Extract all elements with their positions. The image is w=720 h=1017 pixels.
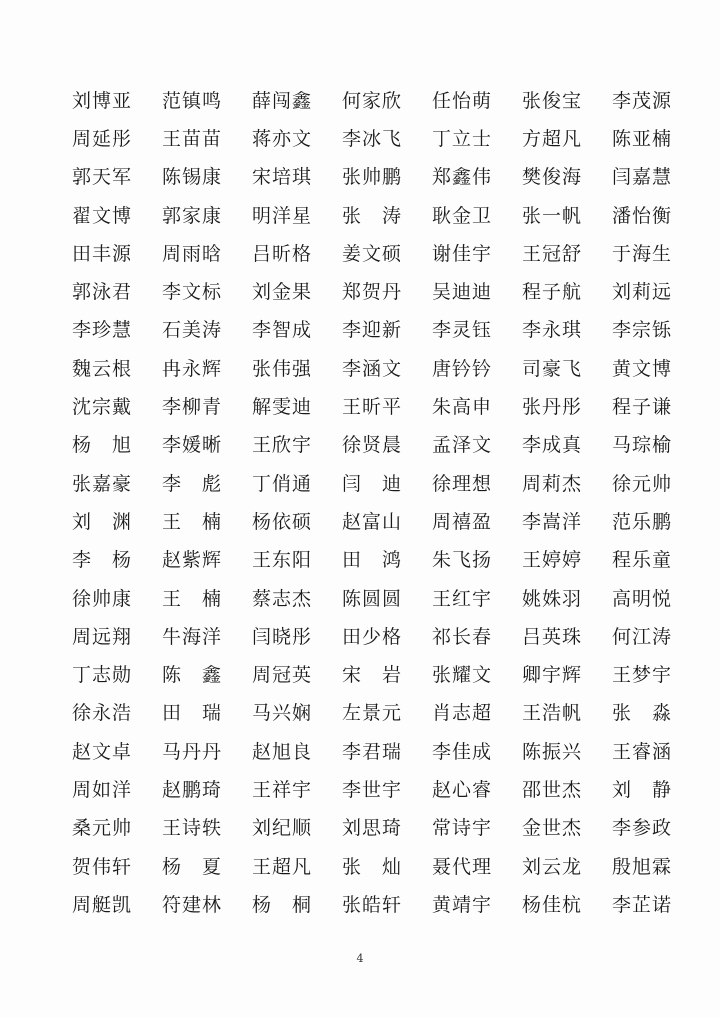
name-entry: 周远翔	[72, 625, 133, 648]
name-entry: 张耀文	[432, 664, 493, 687]
name-entry: 常诗宇	[432, 817, 493, 840]
name-entry: 吴迪迪	[432, 281, 493, 304]
name-entry: 解雯迪	[252, 396, 313, 419]
name-entry: 张伟强	[252, 357, 313, 380]
name-entry: 李成真	[522, 434, 583, 457]
name-entry: 翟文博	[72, 204, 133, 227]
name-entry: 郑鑫伟	[432, 166, 493, 189]
name-entry: 薛闯鑫	[252, 89, 313, 112]
name-entry: 田少格	[342, 625, 403, 648]
name-entry: 李涵文	[342, 357, 403, 380]
name-entry: 赵文卓	[72, 740, 133, 763]
name-entry: 李茂源	[612, 89, 673, 112]
name-entry: 孟泽文	[432, 434, 493, 457]
name-entry: 金世杰	[522, 817, 583, 840]
name-entry: 石美涛	[162, 319, 223, 342]
name-entry: 李冰飞	[342, 127, 403, 150]
name-entry: 王 楠	[162, 587, 223, 610]
name-entry: 卿宇辉	[522, 664, 583, 687]
name-entry: 李君瑞	[342, 740, 403, 763]
name-entry: 李芷诺	[612, 893, 673, 916]
name-entry: 田 鸿	[342, 549, 403, 572]
name-entry: 闫晓彤	[252, 625, 313, 648]
name-entry: 刘纪顺	[252, 817, 313, 840]
name-entry: 符建林	[162, 893, 223, 916]
name-entry: 杨 夏	[162, 855, 223, 878]
name-entry: 李珍慧	[72, 319, 133, 342]
name-entry: 宋培琪	[252, 166, 313, 189]
name-entry: 徐元帅	[612, 472, 673, 495]
name-entry: 闫 迪	[342, 472, 403, 495]
name-entry: 王祥宇	[252, 778, 313, 801]
name-entry: 徐帅康	[72, 587, 133, 610]
name-entry: 刘 渊	[72, 510, 133, 533]
name-entry: 程子谦	[612, 396, 673, 419]
name-entry: 王梦宇	[612, 664, 673, 687]
name-entry: 王睿涵	[612, 740, 673, 763]
name-entry: 郭家康	[162, 204, 223, 227]
name-entry: 宋 岩	[342, 664, 403, 687]
name-entry: 范乐鹏	[612, 510, 673, 533]
name-entry: 肖志超	[432, 702, 493, 725]
name-entry: 张一帆	[522, 204, 583, 227]
name-entry: 赵紫辉	[162, 549, 223, 572]
name-entry: 牛海洋	[162, 625, 223, 648]
name-entry: 任怡萌	[432, 89, 493, 112]
name-entry: 魏云根	[72, 357, 133, 380]
name-entry: 陈圆圆	[342, 587, 403, 610]
name-entry: 周莉杰	[522, 472, 583, 495]
name-entry: 张丹彤	[522, 396, 583, 419]
name-entry: 明洋星	[252, 204, 313, 227]
name-entry: 赵心睿	[432, 778, 493, 801]
name-entry: 方超凡	[522, 127, 583, 150]
name-entry: 周禧盈	[432, 510, 493, 533]
name-entry: 殷旭霖	[612, 855, 673, 878]
name-entry: 李柳青	[162, 396, 223, 419]
name-entry: 刘思琦	[342, 817, 403, 840]
name-entry: 张皓轩	[342, 893, 403, 916]
name-entry: 王东阳	[252, 549, 313, 572]
name-entry: 杨 桐	[252, 893, 313, 916]
name-entry: 何江涛	[612, 625, 673, 648]
name-entry: 郭天军	[72, 166, 133, 189]
name-entry: 李永琪	[522, 319, 583, 342]
name-entry: 陈振兴	[522, 740, 583, 763]
name-entry: 蔡志杰	[252, 587, 313, 610]
name-list-grid	[58, 82, 688, 925]
name-entry: 黄靖宇	[432, 893, 493, 916]
name-entry: 李参政	[612, 817, 673, 840]
name-entry: 闫嘉慧	[612, 166, 673, 189]
name-entry: 吕昕格	[252, 242, 313, 265]
name-entry: 左景元	[342, 702, 403, 725]
name-entry: 赵鹏琦	[162, 778, 223, 801]
name-entry: 张俊宝	[522, 89, 583, 112]
name-entry: 王婷婷	[522, 549, 583, 572]
name-entry: 杨佳杭	[522, 893, 583, 916]
name-entry: 祁长春	[432, 625, 493, 648]
name-entry: 蒋亦文	[252, 127, 313, 150]
name-entry: 徐理想	[432, 472, 493, 495]
name-entry: 范镇鸣	[162, 89, 223, 112]
name-entry: 何家欣	[342, 89, 403, 112]
name-entry: 刘博亚	[72, 89, 133, 112]
name-entry: 司豪飞	[522, 357, 583, 380]
name-entry: 郭泳君	[72, 281, 133, 304]
name-entry: 周如洋	[72, 778, 133, 801]
name-entry: 耿金卫	[432, 204, 493, 227]
name-entry: 赵旭良	[252, 740, 313, 763]
name-entry: 朱高申	[432, 396, 493, 419]
name-entry: 沈宗戴	[72, 396, 133, 419]
name-entry: 田 瑞	[162, 702, 223, 725]
name-entry: 朱飞扬	[432, 549, 493, 572]
name-entry: 张 涛	[342, 204, 403, 227]
name-entry: 张 淼	[612, 702, 673, 725]
name-entry: 刘莉远	[612, 281, 673, 304]
name-entry: 王红宇	[432, 587, 493, 610]
name-entry: 程子航	[522, 281, 583, 304]
name-entry: 马丹丹	[162, 740, 223, 763]
name-entry: 王欣宇	[252, 434, 313, 457]
name-entry: 李世宇	[342, 778, 403, 801]
name-entry: 刘云龙	[522, 855, 583, 878]
name-entry: 聂代理	[432, 855, 493, 878]
name-entry: 郑贺丹	[342, 281, 403, 304]
name-entry: 王 楠	[162, 510, 223, 533]
name-entry: 王苗苗	[162, 127, 223, 150]
name-entry: 程乐童	[612, 549, 673, 572]
name-entry: 李佳成	[432, 740, 493, 763]
name-entry: 马琮榆	[612, 434, 673, 457]
name-entry: 周雨晗	[162, 242, 223, 265]
name-entry: 高明悦	[612, 587, 673, 610]
name-entry: 黄文博	[612, 357, 673, 380]
name-entry: 杨依硕	[252, 510, 313, 533]
name-entry: 杨 旭	[72, 434, 133, 457]
page-number: 4	[356, 952, 364, 965]
name-entry: 李文标	[162, 281, 223, 304]
name-entry: 唐钤钤	[432, 357, 493, 380]
name-entry: 冉永辉	[162, 357, 223, 380]
name-entry: 王浩帆	[522, 702, 583, 725]
name-entry: 周延彤	[72, 127, 133, 150]
name-entry: 李媛晰	[162, 434, 223, 457]
name-entry: 王超凡	[252, 855, 313, 878]
name-entry: 邵世杰	[522, 778, 583, 801]
name-entry: 潘怡衡	[612, 204, 673, 227]
name-entry: 丁立士	[432, 127, 493, 150]
name-entry: 李宗铄	[612, 319, 673, 342]
name-entry: 李 彪	[162, 472, 223, 495]
name-entry: 李灵钰	[432, 319, 493, 342]
name-entry: 刘金果	[252, 281, 313, 304]
name-entry: 周艇凯	[72, 893, 133, 916]
name-entry: 李迎新	[342, 319, 403, 342]
name-entry: 姚姝羽	[522, 587, 583, 610]
name-entry: 李智成	[252, 319, 313, 342]
name-entry: 田丰源	[72, 242, 133, 265]
name-entry: 丁俏通	[252, 472, 313, 495]
name-entry: 王诗轶	[162, 817, 223, 840]
name-entry: 桑元帅	[72, 817, 133, 840]
name-entry: 樊俊海	[522, 166, 583, 189]
name-entry: 于海生	[612, 242, 673, 265]
name-entry: 刘 静	[612, 778, 673, 801]
name-entry: 张嘉豪	[72, 472, 133, 495]
name-entry: 徐贤晨	[342, 434, 403, 457]
name-entry: 丁志勋	[72, 664, 133, 687]
name-entry: 吕英珠	[522, 625, 583, 648]
name-entry: 赵富山	[342, 510, 403, 533]
name-entry: 张帅鹏	[342, 166, 403, 189]
name-entry: 王冠舒	[522, 242, 583, 265]
name-entry: 陈锡康	[162, 166, 223, 189]
name-entry: 谢佳宇	[432, 242, 493, 265]
name-entry: 马兴娴	[252, 702, 313, 725]
name-entry: 陈 鑫	[162, 664, 223, 687]
name-entry: 张 灿	[342, 855, 403, 878]
name-entry: 徐永浩	[72, 702, 133, 725]
name-entry: 周冠英	[252, 664, 313, 687]
name-entry: 李嵩洋	[522, 510, 583, 533]
name-entry: 贺伟轩	[72, 855, 133, 878]
name-entry: 王昕平	[342, 396, 403, 419]
name-entry: 姜文硕	[342, 242, 403, 265]
name-entry: 李 杨	[72, 549, 133, 572]
name-entry: 陈亚楠	[612, 127, 673, 150]
